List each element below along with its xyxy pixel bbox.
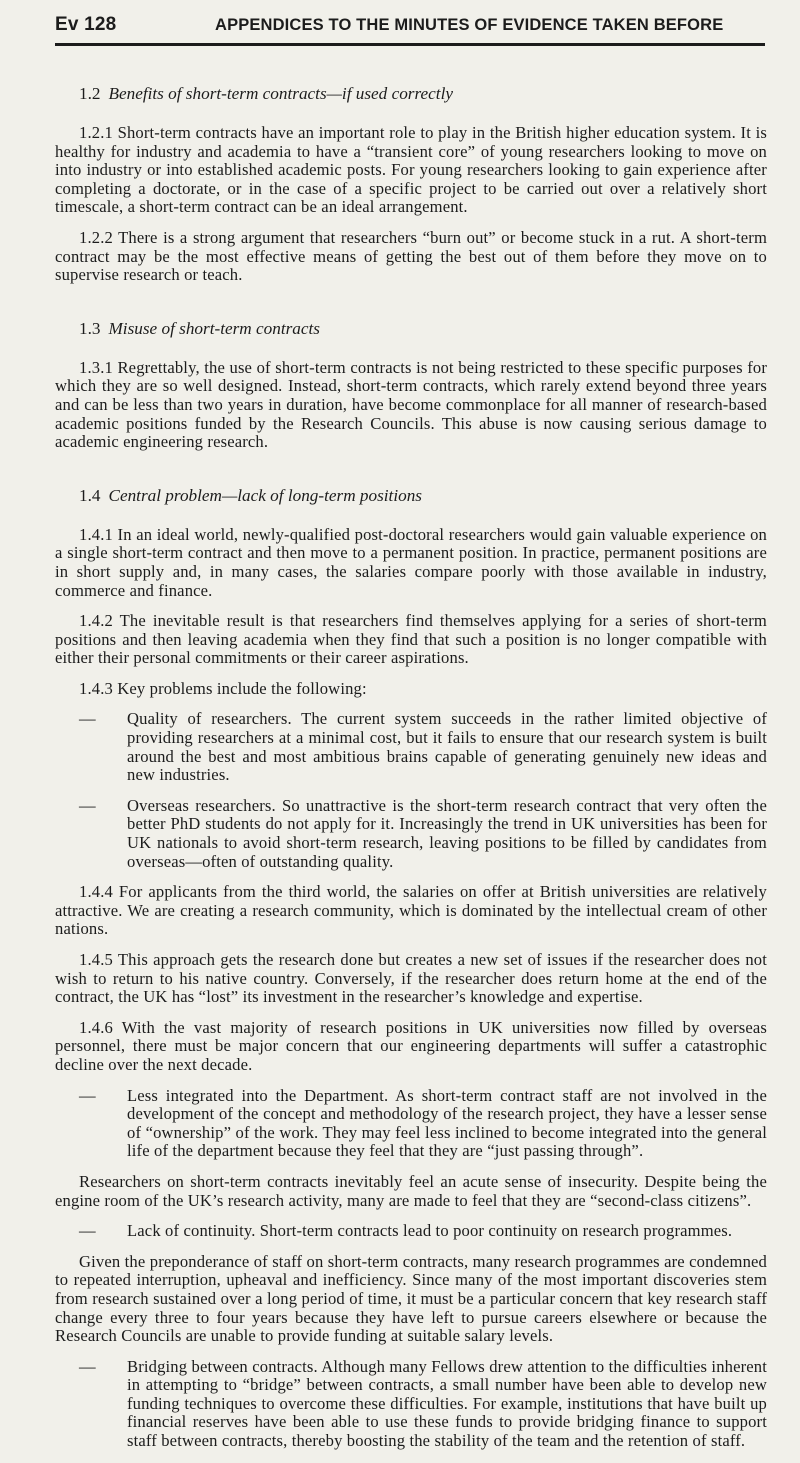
bullet-quality-of-researchers: — Quality of researchers. The current system succeeds in the rather limited objective of providing researchers at a minimal cost, but it fails to ensure that our research system is built around the best and most ambitious brains capable of generating genuinely new ideas and new industries. [79,709,767,785]
bullet-overseas-researchers: — Overseas researchers. So unattractive is the short-term research contract that very often the better PhD students do not apply for it. Increasingly the trend in UK universities has been for UK nationals to avoid short-term research, leaving positions to be filled by candidates from overseas—often of outstanding quality. [79,795,767,871]
running-head: APPENDICES TO THE MINUTES OF EVIDENCE TAKEN BEFORE [215,16,724,34]
paragraph-1-4-4: 1.4.4 For applicants from the third world, the salaries on offer at British universities are relatively attractive. We are creating a research community, which is dominated by the intellectual cream of other nations. [55,882,767,939]
section-heading-1-4: 1.4 Central problem—lack of long-term positions [79,485,422,505]
section-heading-1-2: 1.2 Benefits of short-term contracts—if used correctly [79,84,453,103]
header-rule [55,43,765,46]
page-header [55,14,767,36]
bullet-bridging-between-contracts: — Bridging between contracts. Although many Fellows drew attention to the difficulties inherent in attempting to “bridge” between contracts, a small number have been able to develop new funding techniques to overcome these difficulties. For example, institutions that have built up financial reserves have been able to use these funds to provide bridging finance to support staff between contracts, thereby boosting the stability of the team and the retention of staff. [79,1356,767,1451]
page-number: Ev 128 [55,14,117,35]
paragraph-1-4-2: 1.4.2 The inevitable result is that researchers find themselves applying for a series of short-term positions and then leaving academia when they find that such a position is no longer compatible with either their personal commitments or their career aspirations. [55,611,767,668]
paragraph-1-4-5: 1.4.5 This approach gets the research done but creates a new set of issues if the researcher does not wish to return to his native country. Conversely, if the researcher does return home at the end of the contract, the UK has “lost” its investment in the researcher’s knowledge and expertise. [55,950,767,1007]
bullet-lack-of-continuity: — Lack of continuity. Short-term contracts lead to poor continuity on research programmes. [79,1221,733,1241]
paragraph-insecurity: Researchers on short-term contracts inevitably feel an acute sense of insecurity. Despite being the engine room of the UK’s research activity, many are made to feel that they are “second-class citizens”. [55,1171,767,1210]
paragraph-preponderance: Given the preponderance of staff on short-term contracts, many research programmes are condemned to repeated interruption, upheaval and inefficiency. Since many of the most important discoveries stem from research sustained over a long period of time, it must be a particular concern that key research staff change every three to four years because they have left to pursue careers elsewhere or because the Research Councils are unable to provide funding at suitable salary levels. [55,1251,767,1346]
document-body [55,84,767,1463]
paragraph-1-3-1: 1.3.1 Regrettably, the use of short-term contracts is not being restricted to these specific purposes for which they are so well designed. Instead, short-term contracts, which rarely extend beyond three years and can be less than two years in duration, have become commonplace for all manner of research-based academic positions funded by the Research Councils. This abuse is now causing serious damage to academic engineering research. [55,357,767,452]
section-heading-1-3: 1.3 Misuse of short-term contracts [79,318,320,338]
paragraph-1-4-1: 1.4.1 In an ideal world, newly-qualified post-doctoral researchers would gain valuable experience on a single short-term contract and then move to a permanent position. In practice, permanent positions are in short supply and, in many cases, the salaries compare poorly with those available in industry, commerce and finance. [55,524,767,600]
bullet-less-integrated: — Less integrated into the Department. As short-term contract staff are not involved in the development of the concept and methodology of the research project, they have a lesser sense of “ownership” of the work. They may feel less inclined to become integrated into the general life of the department because they feel that they are “just passing through”. [79,1085,767,1161]
paragraph-1-2-1: 1.2.1 Short-term contracts have an important role to play in the British higher education system. It is healthy for industry and academia to have a “transient core” of young researchers looking to move on into industry or into established academic posts. For young researchers looking to gain experience after completing a doctorate, or in the case of a specific project to be carried out over a relatively short timescale, a short-term contract can be an ideal arrangement. [55,123,767,217]
paragraph-1-2-2: 1.2.2 There is a strong argument that researchers “burn out” or become stuck in a rut. A short-term contract may be the most effective means of getting the best out of them before they move on to supervise research or teach. [55,227,767,285]
paragraph-1-4-3: 1.4.3 Key problems include the following: [79,678,367,698]
paragraph-1-4-6: 1.4.6 With the vast majority of research positions in UK universities now filled by overseas personnel, there must be major concern that our engineering departments will suffer a catastrophic decline over the next decade. [55,1017,767,1074]
